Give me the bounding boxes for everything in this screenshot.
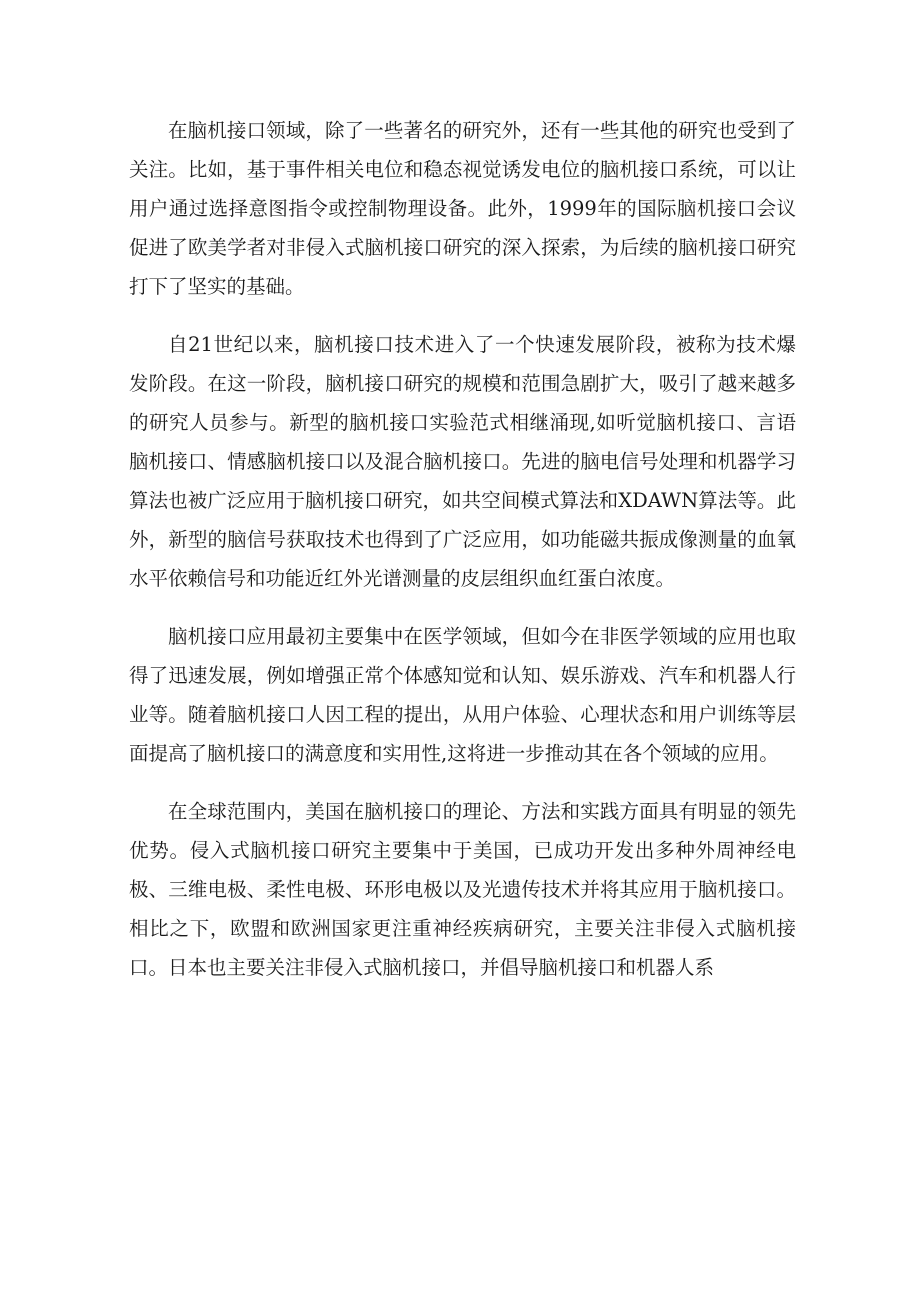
document-body xyxy=(129,111,796,1006)
paragraph-applications: 脑机接口应用最初主要集中在医学领域，但如今在非医学领域的应用也取得了迅速发展，例如增强正常个体感知觉和认知、娱乐游戏、汽车和机器人行业等。随着脑机接口人因工程的提出，从用户体验、心理状态和用户训练等层面提高了脑机接口的满意度和实用性,这将进一步推动其在各个领域的应用。 xyxy=(129,625,796,765)
paragraph-21st-century: 自21世纪以来，脑机接口技术进入了一个快速发展阶段，被称为技术爆发阶段。在这一阶段，脑机接口研究的规模和范围急剧扩大，吸引了越来越多的研究人员参与。新型的脑机接口实验范式相继涌现,如听觉脑机接口、言语脑机接口、情感脑机接口以及混合脑机接口。先进的脑电信号处理和机器学习算法也被广泛应用于脑机接口研究，如共空间模式算法和XDAWN算法等。此外，新型的脑信号获取技术也得到了广泛应用，如功能磁共振成像测量的血氧水平依赖信号和功能近红外光谱测量的皮层组织血红蛋白浓度。 xyxy=(129,333,796,590)
paragraph-global: 在全球范围内，美国在脑机接口的理论、方法和实践方面具有明显的领先优势。侵入式脑机接口研究主要集中于美国，已成功开发出多种外周神经电极、三维电极、柔性电极、环形电极以及光遗传技术并将其应用于脑机接口。相比之下，欧盟和欧洲国家更注重神经疾病研究，主要关注非侵入式脑机接口。日本也主要关注非侵入式脑机接口，并倡导脑机接口和机器人系 xyxy=(129,800,796,979)
paragraph-early-research: 在脑机接口领域，除了一些著名的研究外，还有一些其他的研究也受到了关注。比如，基于事件相关电位和稳态视觉诱发电位的脑机接口系统，可以让用户通过选择意图指令或控制物理设备。此外，1999年的国际脑机接口会议促进了欧美学者对非侵入式脑机接口研究的深入探索，为后续的脑机接口研究打下了坚实的基础。 xyxy=(129,119,796,298)
